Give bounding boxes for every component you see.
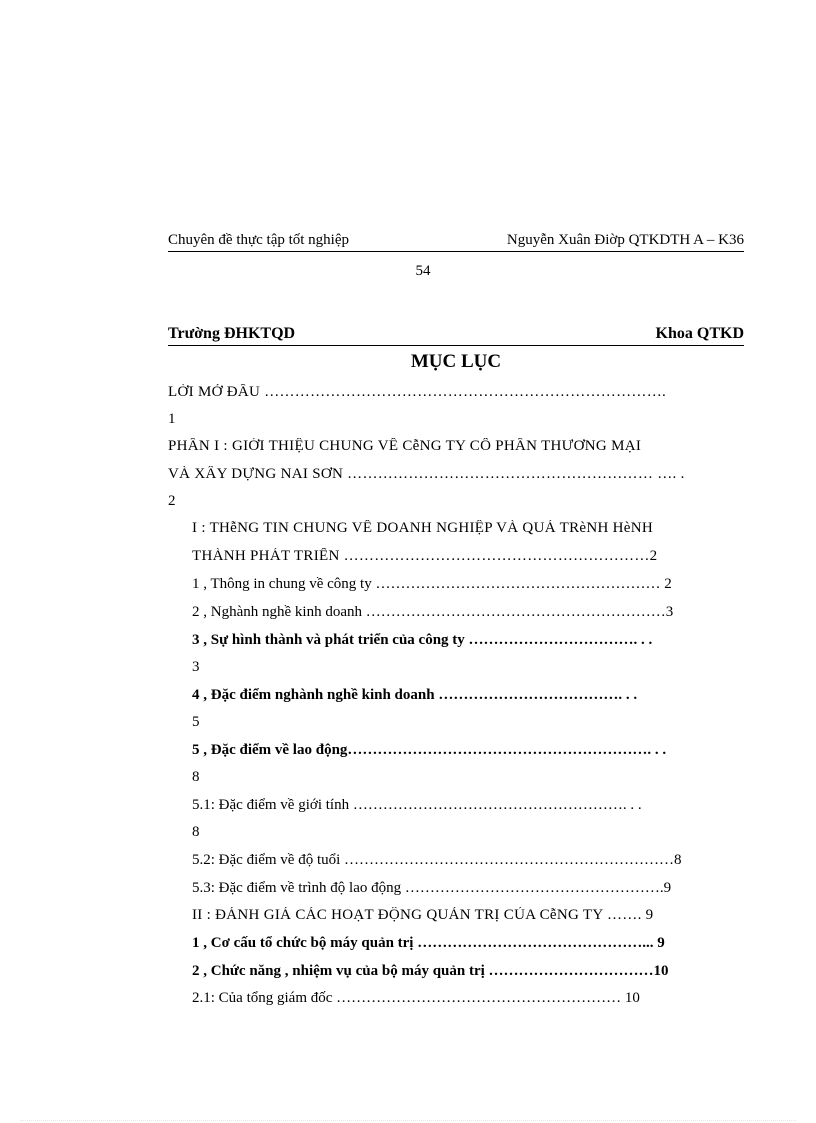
toc-page-number: 5: [192, 714, 200, 730]
toc-entry: 2.1: Của tổng giám đốc ………………………………………………… 10: [192, 990, 640, 1006]
toc-entry: 5.3: Đặc điểm về trình độ lao động …………………………………………….9: [192, 880, 672, 896]
toc-entry: 5.1: Đặc điểm về giới tính ………………………………………………. . .: [192, 797, 642, 813]
toc-entry: 3 , Sự hình thành và phát triển của công ty ……………………………. . .: [192, 632, 653, 648]
school-name: Trường ĐHKTQD: [168, 325, 296, 342]
toc-page-number: 8: [192, 769, 200, 785]
toc-entry: 5 , Đặc điểm về lao động……………………………………………………. . .: [192, 742, 667, 758]
page-title: MỤC LỤC: [410, 351, 502, 372]
toc-entry: THÀNH PHÁT TRIỂN ……………………………………………………2: [192, 548, 658, 564]
page-bottom-rule: [20, 1120, 796, 1121]
toc-entry: I : THễNG TIN CHUNG VỀ DOANH NGHIỆP VÀ QUÁ TRèNH HèNH: [192, 520, 654, 536]
toc-entry: 1 , Cơ cấu tổ chức bộ máy quản trị ………………………………………... 9: [192, 935, 665, 951]
toc-entry: 1 , Thông in chung về công ty ………………………………………………… 2: [192, 576, 672, 592]
toc-entry: II : ĐÁNH GIÁ CÁC HOẠT ĐỘNG QUẢN TRỊ CỦA CễNG TY ……. 9: [192, 907, 654, 923]
toc-page-number: 3: [192, 659, 200, 675]
toc-page-number: 8: [192, 824, 200, 840]
toc-entry: PHẦN I : GIỚI THIỆU CHUNG VỀ CễNG TY CỔ PHẦN THƯƠNG MẠI: [168, 438, 642, 454]
toc-entry: 2 , Nghành nghề kinh doanh ……………………………………………………3: [192, 604, 674, 620]
header-left: Chuyên đề thực tập tốt nghiệp: [168, 232, 350, 248]
header-right: Nguyễn Xuân Điờp QTKDTH A – K36: [506, 232, 744, 248]
toc-entry: 2 , Chức năng , nhiệm vụ của bộ máy quản trị ……………………………10: [192, 963, 669, 979]
toc-entry: 5.2: Đặc điểm về độ tuổi …………………………………………………………8: [192, 852, 682, 868]
toc-page-number: 1: [168, 411, 176, 427]
school-header: [168, 323, 744, 346]
page-number: 54: [415, 263, 431, 279]
toc-entry: VÀ XÂY DỰNG NAI SƠN …………………………………………………… …. .: [168, 466, 685, 482]
toc-page-number: 2: [168, 493, 176, 509]
faculty-name: Khoa QTKD: [655, 325, 744, 342]
running-header: [168, 229, 744, 252]
toc-entry: 4 , Đặc điểm nghành nghề kinh doanh ………………………………. . .: [192, 687, 638, 703]
toc-entry: LỜI MỞ ĐẦU …………………………………………………………………….: [168, 384, 667, 400]
